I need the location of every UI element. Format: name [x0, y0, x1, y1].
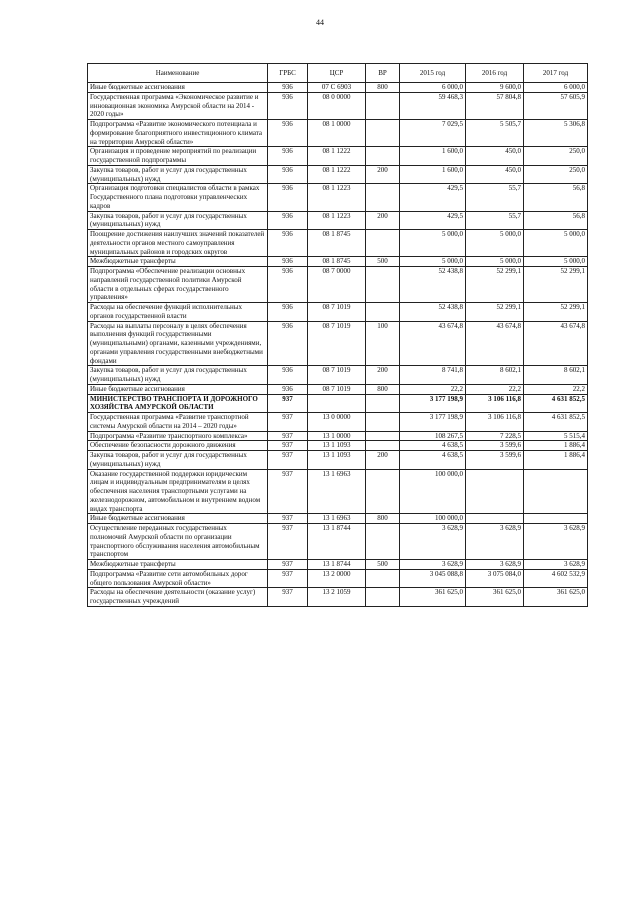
- cell-2017: 22,2: [524, 384, 588, 394]
- cell-csr: 07 С 6903: [308, 83, 366, 93]
- cell-csr: 08 1 0000: [308, 120, 366, 147]
- cell-name: Подпрограмма «Развитие сети автомобильных дорог общего пользования Амурской области»: [88, 569, 268, 588]
- cell-csr: 08 1 1223: [308, 211, 366, 230]
- cell-2016: 3 599,6: [466, 451, 524, 470]
- cell-name: Межбюджетные трансферты: [88, 560, 268, 570]
- cell-csr: 08 7 1019: [308, 384, 366, 394]
- cell-csr: 13 1 8744: [308, 524, 366, 560]
- cell-2017: 250,0: [524, 147, 588, 166]
- cell-name: Расходы на обеспечение функций исполнительных органов государственной власти: [88, 303, 268, 322]
- cell-vr: [366, 441, 400, 451]
- table-row: [88, 92, 588, 119]
- cell-name: Государственная программа «Экономическое развитие и инновационная экономика Амурской области на 2014 - 2020 годы»: [88, 92, 268, 119]
- cell-2016: 7 228,5: [466, 431, 524, 441]
- cell-2016: 450,0: [466, 165, 524, 184]
- cell-2016: 43 674,8: [466, 321, 524, 366]
- table-row: [88, 384, 588, 394]
- table-row: [88, 441, 588, 451]
- cell-name: Иные бюджетные ассигнования: [88, 514, 268, 524]
- cell-2016: 3 106 116,8: [466, 413, 524, 432]
- header-csr: ЦСР: [308, 64, 366, 83]
- cell-2015: 361 625,0: [400, 588, 466, 607]
- cell-vr: [366, 303, 400, 322]
- cell-csr: 13 2 1059: [308, 588, 366, 607]
- cell-2016: [466, 469, 524, 514]
- cell-2015: 59 468,3: [400, 92, 466, 119]
- cell-2015: 43 674,8: [400, 321, 466, 366]
- cell-2017: 5 000,0: [524, 257, 588, 267]
- cell-2016: 361 625,0: [466, 588, 524, 607]
- cell-2016: 3 628,9: [466, 524, 524, 560]
- cell-2016: 22,2: [466, 384, 524, 394]
- cell-grbs: 937: [268, 588, 308, 607]
- table-row: [88, 569, 588, 588]
- cell-grbs: 936: [268, 366, 308, 385]
- cell-name: Закупка товаров, работ и услуг для государственных (муниципальных) нужд: [88, 211, 268, 230]
- cell-vr: [366, 469, 400, 514]
- cell-vr: 800: [366, 384, 400, 394]
- cell-vr: [366, 431, 400, 441]
- table-row: [88, 366, 588, 385]
- header-vr: ВР: [366, 64, 400, 83]
- cell-grbs: 936: [268, 147, 308, 166]
- cell-grbs: 937: [268, 514, 308, 524]
- cell-vr: [366, 524, 400, 560]
- cell-2015: 3 628,9: [400, 560, 466, 570]
- table-body: [88, 83, 588, 607]
- cell-vr: 200: [366, 211, 400, 230]
- cell-2017: 4 631 852,5: [524, 413, 588, 432]
- cell-2015: 4 638,5: [400, 451, 466, 470]
- cell-2015: 52 438,8: [400, 267, 466, 303]
- cell-vr: [366, 147, 400, 166]
- table-row: [88, 451, 588, 470]
- table-row: [88, 147, 588, 166]
- cell-2016: 57 804,8: [466, 92, 524, 119]
- cell-csr: 13 2 0000: [308, 569, 366, 588]
- cell-2015: 3 177 198,9: [400, 394, 466, 413]
- cell-2017: 56,8: [524, 211, 588, 230]
- cell-csr: 08 7 1019: [308, 366, 366, 385]
- cell-name: Межбюджетные трансферты: [88, 257, 268, 267]
- cell-name: Организация и проведение мероприятий по реализации государственной подпрограммы: [88, 147, 268, 166]
- cell-2017: 250,0: [524, 165, 588, 184]
- cell-2016: 3 075 084,0: [466, 569, 524, 588]
- cell-2016: 52 299,1: [466, 303, 524, 322]
- cell-vr: [366, 394, 400, 413]
- cell-2016: 5 000,0: [466, 230, 524, 257]
- cell-2016: [466, 514, 524, 524]
- cell-2017: 52 299,1: [524, 267, 588, 303]
- cell-vr: [366, 588, 400, 607]
- cell-grbs: 937: [268, 394, 308, 413]
- cell-csr: 08 0 0000: [308, 92, 366, 119]
- cell-2015: 100 000,0: [400, 514, 466, 524]
- cell-2015: 3 045 088,8: [400, 569, 466, 588]
- cell-vr: 200: [366, 165, 400, 184]
- table-row: [88, 267, 588, 303]
- cell-2016: 55,7: [466, 211, 524, 230]
- cell-2015: 429,5: [400, 184, 466, 211]
- cell-2016: 450,0: [466, 147, 524, 166]
- table-row: [88, 83, 588, 93]
- cell-grbs: 936: [268, 184, 308, 211]
- cell-2017: 6 000,0: [524, 83, 588, 93]
- cell-2017: 5 515,4: [524, 431, 588, 441]
- cell-name: Закупка товаров, работ и услуг для государственных (муниципальных) нужд: [88, 451, 268, 470]
- cell-grbs: 936: [268, 92, 308, 119]
- cell-csr: 13 1 6963: [308, 469, 366, 514]
- cell-grbs: 937: [268, 451, 308, 470]
- table-row: [88, 120, 588, 147]
- cell-vr: [366, 267, 400, 303]
- cell-2017: 4 631 852,5: [524, 394, 588, 413]
- cell-name: МИНИСТЕРСТВО ТРАНСПОРТА И ДОРОЖНОГО ХОЗЯЙСТВА АМУРСКОЙ ОБЛАСТИ: [88, 394, 268, 413]
- cell-name: Подпрограмма «Развитие экономического потенциала и формирование благоприятного инвестиционного климата на территории Амурской области»: [88, 120, 268, 147]
- cell-grbs: 937: [268, 469, 308, 514]
- table-row: [88, 230, 588, 257]
- cell-2017: 56,8: [524, 184, 588, 211]
- cell-2017: [524, 469, 588, 514]
- cell-vr: [366, 413, 400, 432]
- cell-2017: 8 602,1: [524, 366, 588, 385]
- cell-2017: 4 602 532,9: [524, 569, 588, 588]
- cell-name: Подпрограмма «Развитие транспортного комплекса»: [88, 431, 268, 441]
- table-row: [88, 394, 588, 413]
- page-number: 44: [316, 18, 324, 27]
- cell-2015: 5 000,0: [400, 257, 466, 267]
- cell-2015: 22,2: [400, 384, 466, 394]
- cell-vr: [366, 230, 400, 257]
- table-row: [88, 303, 588, 322]
- cell-2017: 1 886,4: [524, 441, 588, 451]
- cell-name: Расходы на обеспечение деятельности (оказание услуг) государственных учреждений: [88, 588, 268, 607]
- cell-2017: 361 625,0: [524, 588, 588, 607]
- cell-grbs: 936: [268, 230, 308, 257]
- cell-2015: 8 741,8: [400, 366, 466, 385]
- cell-name: Иные бюджетные ассигнования: [88, 384, 268, 394]
- table-header-row: [88, 64, 588, 83]
- table-row: [88, 469, 588, 514]
- table-row: [88, 321, 588, 366]
- cell-2015: 3 628,9: [400, 524, 466, 560]
- cell-csr: 13 1 1093: [308, 441, 366, 451]
- cell-2015: 108 267,5: [400, 431, 466, 441]
- cell-grbs: 936: [268, 267, 308, 303]
- table-row: [88, 184, 588, 211]
- header-name: Наименование: [88, 64, 268, 83]
- cell-2016: 9 600,0: [466, 83, 524, 93]
- table-row: [88, 588, 588, 607]
- cell-name: Расходы на выплаты персоналу в целях обеспечения выполнения функций государственными (муниципальными) органами, казенными учреждениями, органами управления государственными внебюджетными фондами: [88, 321, 268, 366]
- cell-2015: 5 000,0: [400, 230, 466, 257]
- cell-grbs: 936: [268, 257, 308, 267]
- cell-grbs: 937: [268, 560, 308, 570]
- cell-2015: 1 600,0: [400, 147, 466, 166]
- cell-grbs: 936: [268, 321, 308, 366]
- cell-2015: 3 177 198,9: [400, 413, 466, 432]
- cell-2017: 5 000,0: [524, 230, 588, 257]
- cell-2016: 5 000,0: [466, 257, 524, 267]
- cell-2015: 100 000,0: [400, 469, 466, 514]
- cell-vr: [366, 120, 400, 147]
- header-2017: 2017 год: [524, 64, 588, 83]
- header-2015: 2015 год: [400, 64, 466, 83]
- cell-2017: 3 628,9: [524, 524, 588, 560]
- cell-2015: 1 600,0: [400, 165, 466, 184]
- cell-name: Закупка товаров, работ и услуг для государственных (муниципальных) нужд: [88, 366, 268, 385]
- table-row: [88, 211, 588, 230]
- cell-2015: 6 000,0: [400, 83, 466, 93]
- cell-vr: 800: [366, 83, 400, 93]
- cell-grbs: 937: [268, 431, 308, 441]
- cell-2015: 4 638,5: [400, 441, 466, 451]
- cell-grbs: 936: [268, 303, 308, 322]
- cell-grbs: 936: [268, 165, 308, 184]
- header-2016: 2016 год: [466, 64, 524, 83]
- cell-csr: 08 7 1019: [308, 303, 366, 322]
- cell-vr: [366, 92, 400, 119]
- cell-grbs: 936: [268, 384, 308, 394]
- cell-grbs: 937: [268, 441, 308, 451]
- cell-2016: 8 602,1: [466, 366, 524, 385]
- cell-csr: 08 1 1223: [308, 184, 366, 211]
- cell-csr: 08 7 1019: [308, 321, 366, 366]
- cell-vr: 500: [366, 257, 400, 267]
- cell-2017: 1 886,4: [524, 451, 588, 470]
- cell-vr: 100: [366, 321, 400, 366]
- table-row: [88, 165, 588, 184]
- cell-grbs: 936: [268, 120, 308, 147]
- cell-2015: 7 029,5: [400, 120, 466, 147]
- cell-vr: 800: [366, 514, 400, 524]
- cell-csr: 08 1 8745: [308, 257, 366, 267]
- cell-csr: 08 1 1222: [308, 165, 366, 184]
- cell-csr: 08 1 1222: [308, 147, 366, 166]
- cell-2016: 52 299,1: [466, 267, 524, 303]
- cell-2017: 3 628,9: [524, 560, 588, 570]
- table-row: [88, 524, 588, 560]
- cell-2017: 52 299,1: [524, 303, 588, 322]
- cell-grbs: 937: [268, 413, 308, 432]
- cell-vr: [366, 569, 400, 588]
- cell-2016: 3 106 116,8: [466, 394, 524, 413]
- cell-csr: 08 7 0000: [308, 267, 366, 303]
- cell-2017: [524, 514, 588, 524]
- cell-vr: 500: [366, 560, 400, 570]
- cell-name: Организация подготовки специалистов области в рамках Государственного плана подготовки управленческих кадров: [88, 184, 268, 211]
- cell-vr: 200: [366, 366, 400, 385]
- cell-name: Иные бюджетные ассигнования: [88, 83, 268, 93]
- cell-csr: 13 0 0000: [308, 413, 366, 432]
- cell-2016: 3 628,9: [466, 560, 524, 570]
- cell-csr: [308, 394, 366, 413]
- table-row: [88, 431, 588, 441]
- cell-csr: 13 1 1093: [308, 451, 366, 470]
- table-row: [88, 514, 588, 524]
- cell-2016: 5 505,7: [466, 120, 524, 147]
- budget-table: [87, 63, 588, 607]
- cell-2017: 43 674,8: [524, 321, 588, 366]
- cell-name: Подпрограмма «Обеспечение реализации основных направлений государственной политики Амурской области в отдельных сферах государственного управления»: [88, 267, 268, 303]
- cell-csr: 08 1 8745: [308, 230, 366, 257]
- table-row: [88, 413, 588, 432]
- header-grbs: ГРБС: [268, 64, 308, 83]
- cell-grbs: 937: [268, 569, 308, 588]
- cell-2016: 55,7: [466, 184, 524, 211]
- cell-vr: 200: [366, 451, 400, 470]
- cell-name: Государственная программа «Развитие транспортной системы Амурской области на 2014 – 2020 годы»: [88, 413, 268, 432]
- cell-csr: 13 1 6963: [308, 514, 366, 524]
- cell-grbs: 936: [268, 83, 308, 93]
- cell-name: Осуществление переданных государственных полномочий Амурской области по организации транспортного обслуживания населения автомобильным транспортом: [88, 524, 268, 560]
- table-row: [88, 560, 588, 570]
- table-row: [88, 257, 588, 267]
- cell-2015: 52 438,8: [400, 303, 466, 322]
- cell-2017: 5 306,8: [524, 120, 588, 147]
- cell-2017: 57 605,9: [524, 92, 588, 119]
- cell-2015: 429,5: [400, 211, 466, 230]
- cell-grbs: 937: [268, 524, 308, 560]
- cell-csr: 13 1 8744: [308, 560, 366, 570]
- cell-name: Обеспечение безопасности дорожного движения: [88, 441, 268, 451]
- cell-name: Поощрение достижения наилучших значений показателей деятельности органов местного самоуправления муниципальных районов и городских округов: [88, 230, 268, 257]
- cell-2016: 3 599,6: [466, 441, 524, 451]
- cell-vr: [366, 184, 400, 211]
- cell-name: Закупка товаров, работ и услуг для государственных (муниципальных) нужд: [88, 165, 268, 184]
- cell-grbs: 936: [268, 211, 308, 230]
- cell-csr: 13 1 0000: [308, 431, 366, 441]
- cell-name: Оказание государственной поддержки юридическим лицам и индивидуальным предпринимателям в целях обеспечения населения транспортными услугами на железнодорожном, автомобильном и внутреннем водном видах транспорта: [88, 469, 268, 514]
